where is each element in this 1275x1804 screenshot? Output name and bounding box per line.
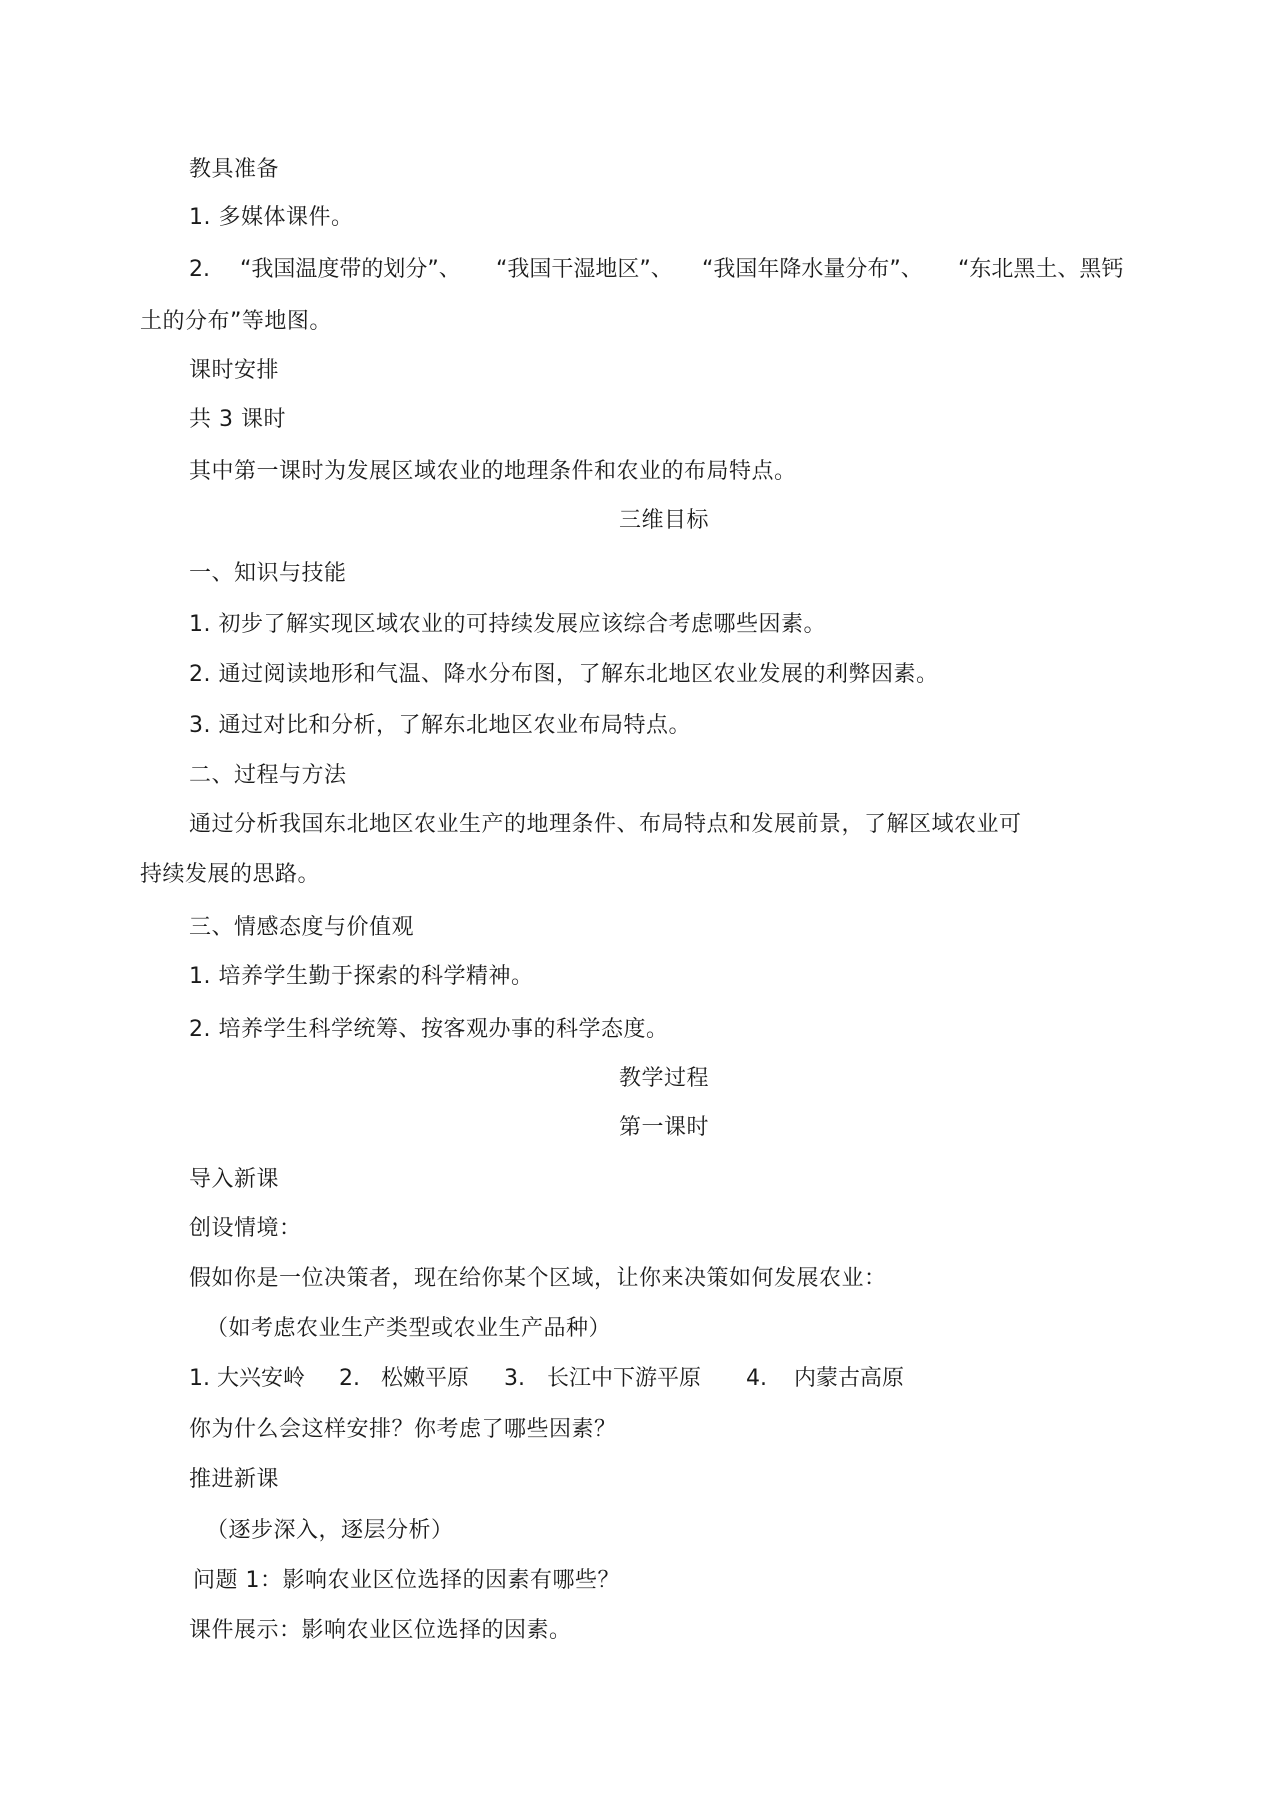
goal1-heading: 一、知识与技能 (189, 561, 347, 586)
materials-item-2 (0, 255, 1275, 285)
advance-hint: （逐步深入，逐层分析） (206, 1518, 454, 1543)
goal1-item-2: 2. 通过阅读地形和气温、降水分布图，了解东北地区农业发展的利弊因素。 (189, 662, 939, 687)
scenario-hint: （如考虑农业生产类型或农业生产品种） (206, 1316, 612, 1341)
why-question: 你为什么会这样安排？你考虑了哪些因素？ (189, 1417, 617, 1442)
goal2-text-line2: 持续发展的思路。 (140, 862, 321, 887)
region-3: 长江中下游平原 (547, 1366, 702, 1391)
scenario-text: 假如你是一位决策者，现在给你某个区域，让你来决策如何发展农业： (189, 1266, 887, 1291)
materials-item-2-number: 2. (189, 257, 210, 282)
materials-map-1: “我国温度带的划分”、 (240, 257, 461, 282)
question-1: 问题 1：影响农业区位选择的因素有哪些？ (193, 1568, 620, 1593)
region-3-number: 3. (504, 1366, 525, 1391)
courseware-show: 课件展示：影响农业区位选择的因素。 (189, 1618, 572, 1643)
regions-line (0, 1364, 1275, 1394)
region-4: 内蒙古高原 (794, 1366, 905, 1391)
materials-item-2-cont: 土的分布”等地图。 (140, 309, 332, 334)
schedule-note: 其中第一课时为发展区域农业的地理条件和农业的布局特点。 (189, 459, 797, 484)
goal2-text-line1: 通过分析我国东北地区农业生产的地理条件、布局特点和发展前景，了解区域农业可 (189, 812, 1022, 837)
materials-item-1: 1. 多媒体课件。 (189, 205, 354, 230)
schedule-total: 共 3 课时 (189, 407, 286, 432)
goal3-item-1: 1. 培养学生勤于探索的科学精神。 (189, 964, 534, 989)
lesson1-heading: 第一课时 (619, 1115, 710, 1140)
goal1-item-3: 3. 通过对比和分析，了解东北地区农业布局特点。 (189, 713, 691, 738)
goal3-item-2: 2. 培养学生科学统筹、按客观办事的科学态度。 (189, 1017, 669, 1042)
goal2-heading: 二、过程与方法 (189, 763, 347, 788)
region-1: 1. 大兴安岭 (189, 1366, 305, 1391)
materials-heading: 教具准备 (189, 157, 280, 182)
goal3-heading: 三、情感态度与价值观 (189, 915, 415, 940)
goals-heading: 三维目标 (619, 508, 710, 533)
process-heading: 教学过程 (619, 1066, 710, 1091)
region-2: 松嫩平原 (381, 1366, 470, 1391)
intro-heading: 导入新课 (189, 1167, 280, 1192)
materials-map-3: “我国年降水量分布”、 (702, 257, 923, 282)
region-2-number: 2. (339, 1366, 360, 1391)
schedule-heading: 课时安排 (189, 358, 280, 383)
materials-map-2: “我国干湿地区”、 (496, 257, 673, 282)
scenario-label: 创设情境： (189, 1216, 302, 1241)
goal1-item-1: 1. 初步了解实现区域农业的可持续发展应该综合考虑哪些因素。 (189, 612, 826, 637)
advance-heading: 推进新课 (189, 1467, 280, 1492)
region-4-number: 4. (746, 1366, 767, 1391)
materials-map-4: “东北黑土、黑钙 (958, 257, 1124, 282)
